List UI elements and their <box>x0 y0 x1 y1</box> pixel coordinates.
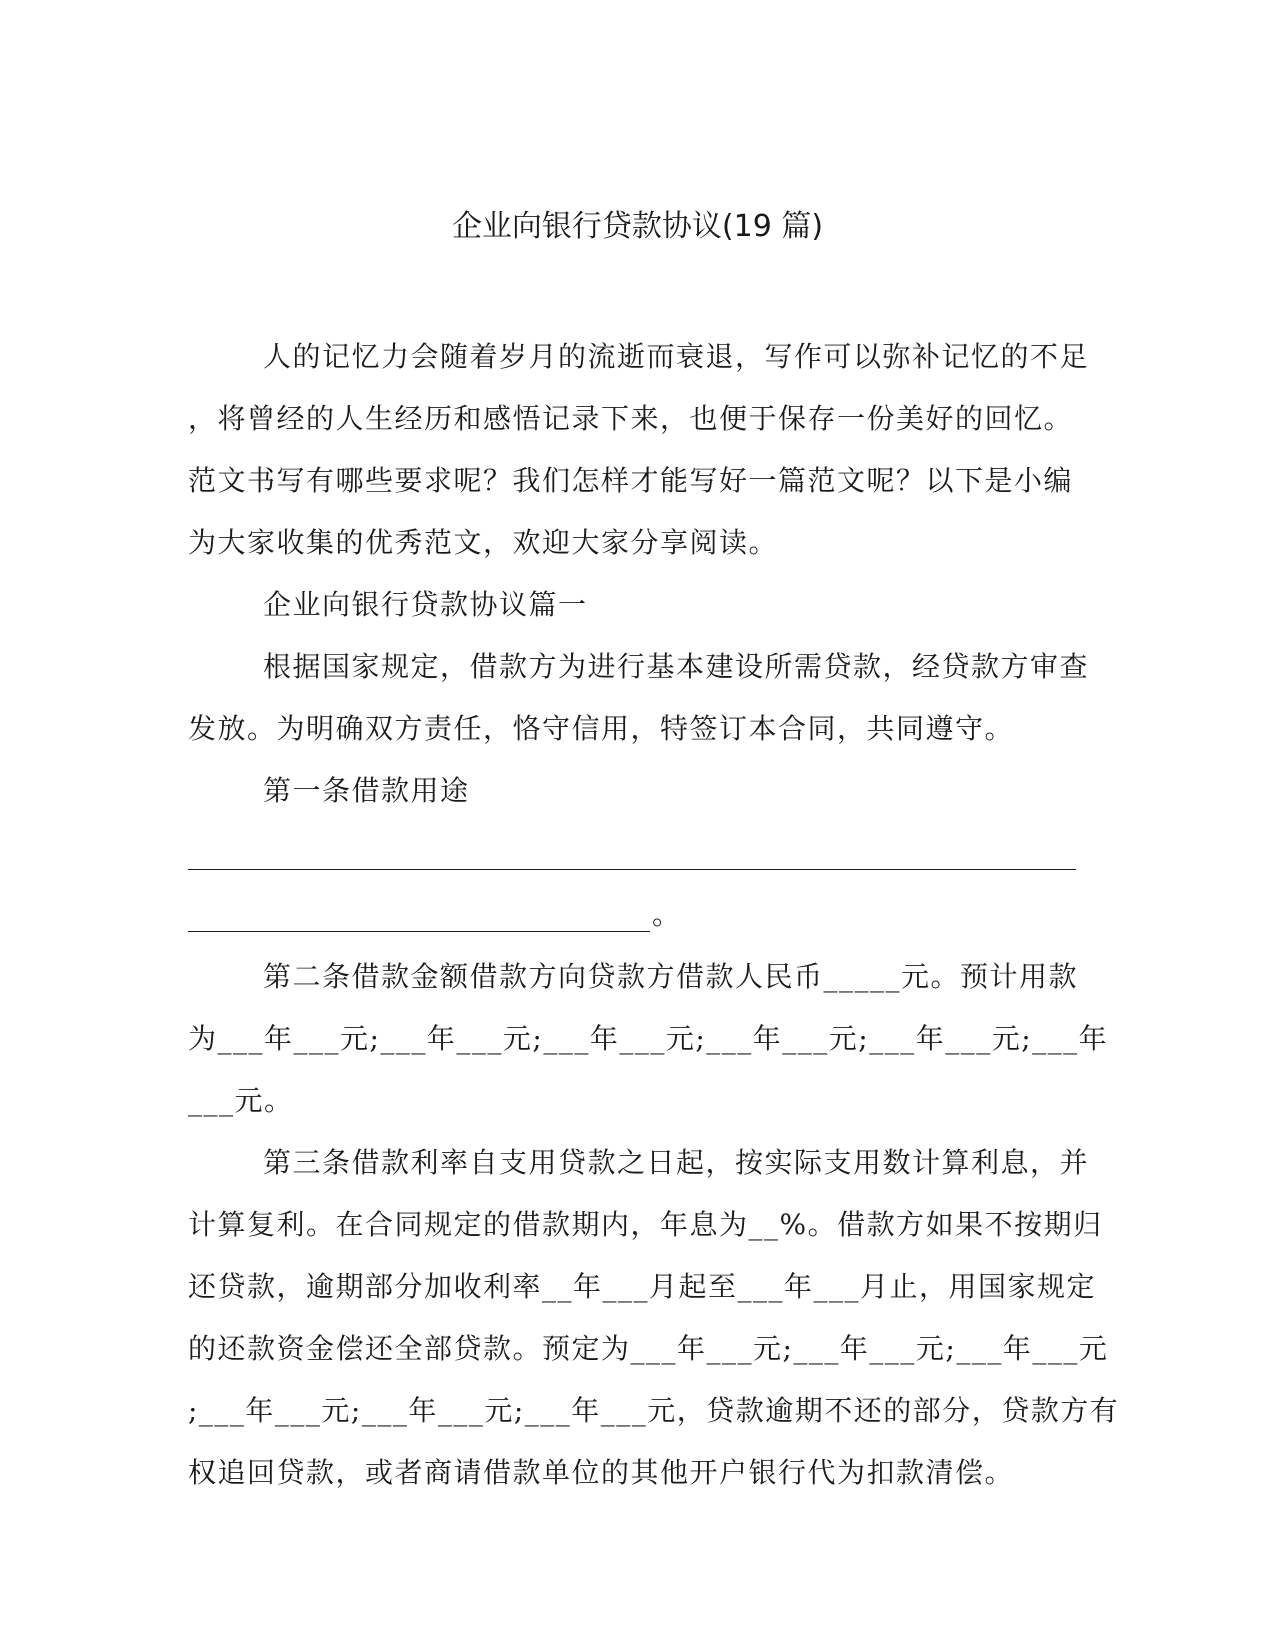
intro-line-2: ，将曾经的人生经历和感悟记录下来，也便于保存一份美好的回忆。 <box>188 402 1074 435</box>
article-2-line-2: 为___年___元;___年___元;___年___元;___年___元;___年___元;___年 <box>188 1022 1109 1055</box>
preamble-line-2: 发放。为明确双方责任，恪守信用，特签订本合同，共同遵守。 <box>188 712 1015 745</box>
article-3-line-6: 权追回贷款，或者商请借款单位的其他开户银行代为扣款清偿。 <box>188 1456 1015 1489</box>
article-3-line-3: 还贷款，逾期部分加收利率__年___月起至___年___月止，用国家规定 <box>188 1270 1097 1303</box>
article-3-line-1: 第三条借款利率自支用贷款之日起，按实际支用数计算利息，并 <box>263 1146 1090 1179</box>
article-3-line-2: 计算复利。在合同规定的借款期内，年息为__%。借款方如果不按期归 <box>188 1208 1103 1241</box>
intro-line-4: 为大家收集的优秀范文，欢迎大家分享阅读。 <box>188 526 779 559</box>
article-3-line-4: 的还款资金偿还全部贷款。预定为___年___元;___年___元;___年___元 <box>188 1332 1109 1365</box>
article-1-blank-line-full <box>188 822 1080 884</box>
section-heading: 企业向银行贷款协议篇一 <box>263 588 588 621</box>
blank-underline <box>188 931 650 932</box>
document-body <box>188 326 1120 1504</box>
article-1-line-end: 。 <box>652 898 682 931</box>
article-1-heading: 第一条借款用途 <box>263 774 470 807</box>
intro-line-1: 人的记忆力会随着岁月的流逝而衰退，写作可以弥补记忆的不足 <box>263 340 1090 373</box>
article-2-line-1: 第二条借款金额借款方向贷款方借款人民币_____元。预计用款 <box>263 960 1079 993</box>
intro-line-3: 范文书写有哪些要求呢？我们怎样才能写好一篇范文呢？以下是小编 <box>188 464 1074 497</box>
article-3-line-5: ;___年___元;___年___元;___年___元，贷款逾期不还的部分，贷款方有 <box>188 1394 1120 1427</box>
article-1-blank-line-partial <box>188 884 1080 946</box>
document-title: 企业向银行贷款协议(19 篇) <box>451 209 824 244</box>
article-2-line-3: ___元。 <box>188 1084 294 1117</box>
preamble-line-1: 根据国家规定，借款方为进行基本建设所需贷款，经贷款方审查 <box>263 650 1090 683</box>
